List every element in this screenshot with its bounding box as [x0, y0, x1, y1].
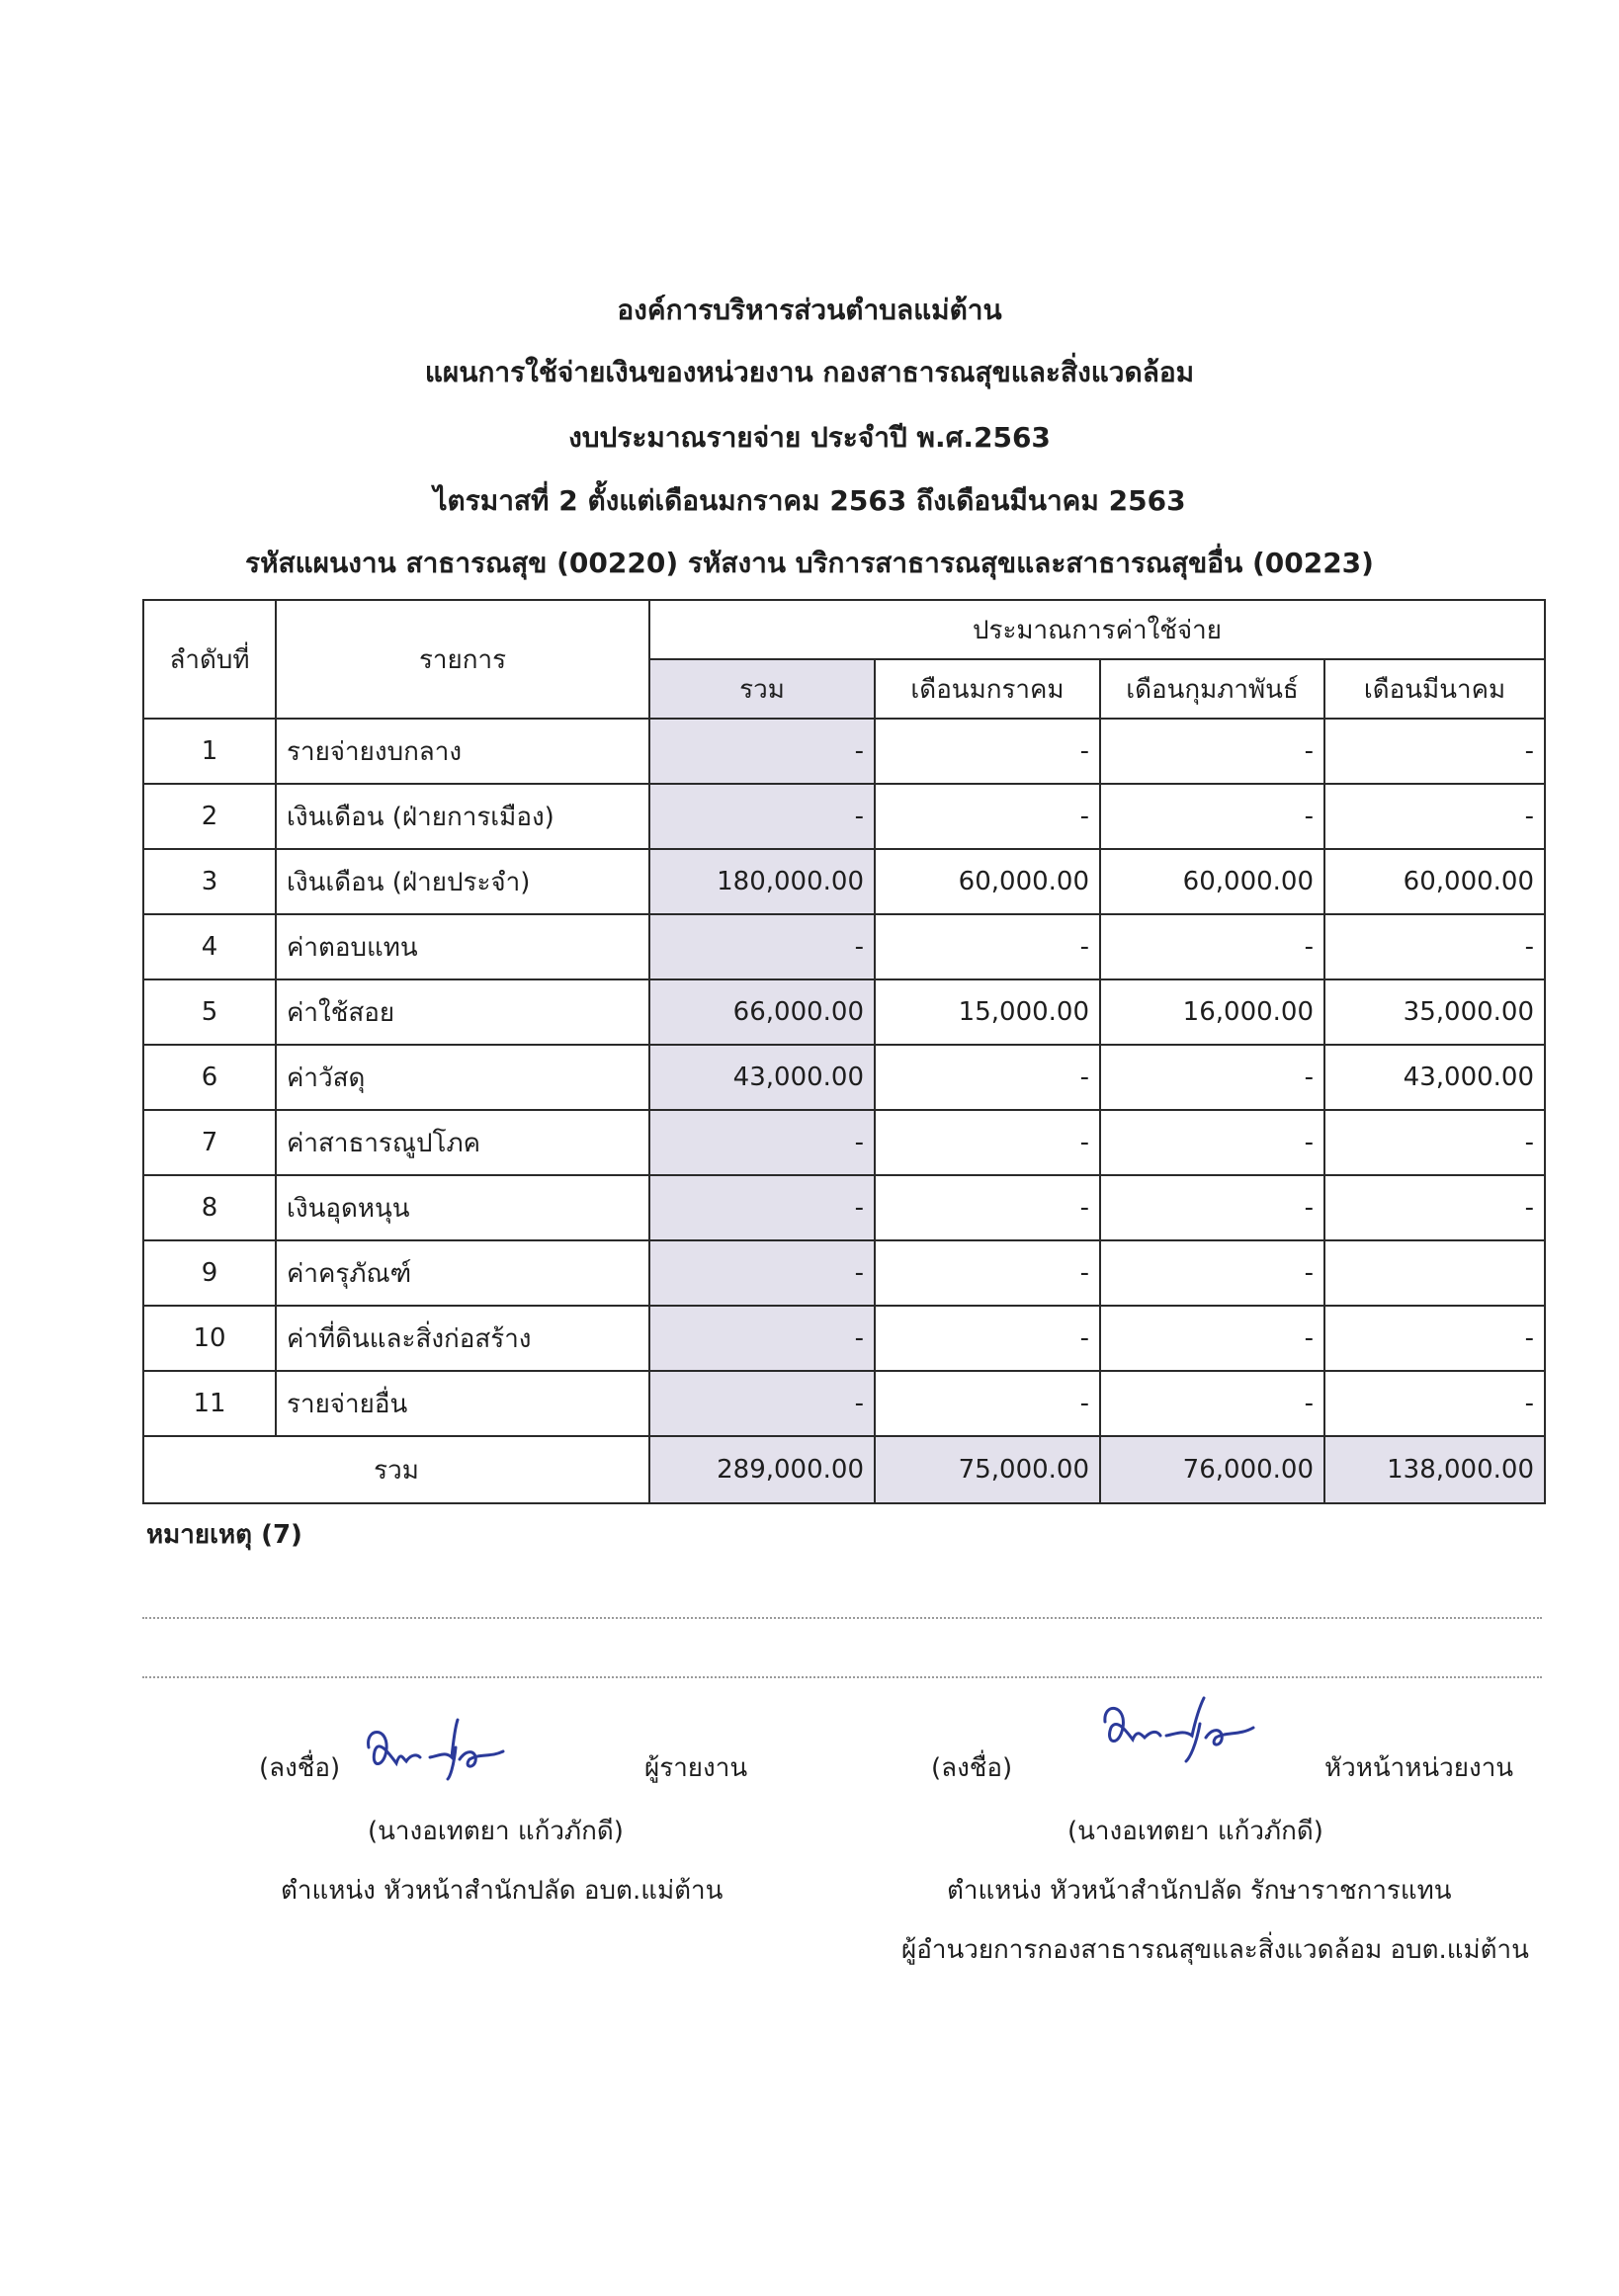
- table-body: [143, 719, 1545, 1436]
- table-row: [143, 784, 1545, 849]
- header-col-item: รายการ: [276, 600, 649, 719]
- row-jan: -: [875, 1240, 1100, 1306]
- row-mar: -: [1324, 1110, 1545, 1175]
- row-feb: 16,000.00: [1100, 979, 1324, 1045]
- row-total: -: [649, 914, 875, 979]
- row-item: ค่าครุภัณฑ์: [276, 1240, 649, 1306]
- row-no: 3: [143, 849, 276, 914]
- row-jan: -: [875, 1045, 1100, 1110]
- row-item: เงินเดือน (ฝ่ายประจำ): [276, 849, 649, 914]
- header-col-total: รวม: [649, 659, 875, 719]
- row-no: 1: [143, 719, 276, 784]
- row-mar: -: [1324, 719, 1545, 784]
- budget-table: [142, 599, 1546, 1504]
- row-total: 43,000.00: [649, 1045, 875, 1110]
- header-col-group: ประมาณการค่าใช้จ่าย: [649, 600, 1545, 659]
- right-name: (นางอเทตยา แก้วภักดี): [1067, 1817, 1323, 1846]
- row-mar: -: [1324, 784, 1545, 849]
- row-total: 180,000.00: [649, 849, 875, 914]
- row-feb: -: [1100, 784, 1324, 849]
- table-row: [143, 914, 1545, 979]
- row-no: 9: [143, 1240, 276, 1306]
- quarter-title: ไตรมาสที่ 2 ตั้งแต่เดือนมกราคม 2563 ถึงเดือนมีนาคม 2563: [433, 484, 1186, 517]
- row-feb: 60,000.00: [1100, 849, 1324, 914]
- row-jan: 60,000.00: [875, 849, 1100, 914]
- row-total: -: [649, 1240, 875, 1306]
- row-total: -: [649, 1371, 875, 1436]
- row-feb: -: [1100, 1240, 1324, 1306]
- row-item: ค่าตอบแทน: [276, 914, 649, 979]
- left-name: (นางอเทตยา แก้วภักดี): [368, 1817, 624, 1846]
- left-signature-icon: [361, 1708, 529, 1797]
- row-item: เงินอุดหนุน: [276, 1175, 649, 1240]
- row-no: 8: [143, 1175, 276, 1240]
- row-no: 10: [143, 1306, 276, 1371]
- remark: หมายเหตุ (7): [146, 1520, 302, 1550]
- row-item: เงินเดือน (ฝ่ายการเมือง): [276, 784, 649, 849]
- dotted-line: [142, 1617, 1542, 1619]
- row-item: รายจ่ายอื่น: [276, 1371, 649, 1436]
- row-mar: 60,000.00: [1324, 849, 1545, 914]
- table-row: [143, 1175, 1545, 1240]
- plan-title: แผนการใช้จ่ายเงินของหน่วยงาน กองสาธารณสุขและสิ่งแวดล้อม: [424, 356, 1195, 388]
- table-row: [143, 1306, 1545, 1371]
- row-jan: -: [875, 914, 1100, 979]
- row-jan: -: [875, 1175, 1100, 1240]
- row-feb: -: [1100, 1306, 1324, 1371]
- right-position: ตำแหน่ง หัวหน้าสำนักปลัด รักษาราชการแทน: [947, 1876, 1452, 1906]
- row-mar: [1324, 1240, 1545, 1306]
- row-jan: -: [875, 1371, 1100, 1436]
- row-mar: -: [1324, 1306, 1545, 1371]
- dotted-line: [142, 1676, 1542, 1678]
- row-feb: -: [1100, 1110, 1324, 1175]
- row-feb: -: [1100, 1045, 1324, 1110]
- right-sign-label: (ลงชื่อ): [931, 1753, 1013, 1783]
- row-mar: 43,000.00: [1324, 1045, 1545, 1110]
- row-item: รายจ่ายงบกลาง: [276, 719, 649, 784]
- row-total: -: [649, 1306, 875, 1371]
- header-col-mar: เดือนมีนาคม: [1324, 659, 1545, 719]
- row-feb: -: [1100, 719, 1324, 784]
- table-row: [143, 979, 1545, 1045]
- right-role: หัวหน้าหน่วยงาน: [1324, 1753, 1514, 1783]
- row-mar: -: [1324, 1175, 1545, 1240]
- row-jan: -: [875, 719, 1100, 784]
- left-role: ผู้รายงาน: [644, 1753, 748, 1783]
- sum-label: รวม: [143, 1436, 649, 1503]
- row-total: -: [649, 1110, 875, 1175]
- row-no: 11: [143, 1371, 276, 1436]
- row-total: -: [649, 784, 875, 849]
- row-jan: 15,000.00: [875, 979, 1100, 1045]
- left-sign-label: (ลงชื่อ): [259, 1753, 341, 1783]
- row-no: 4: [143, 914, 276, 979]
- header-col-no: ลำดับที่: [143, 600, 276, 719]
- right-position-2: ผู้อำนวยการกองสาธารณสุขและสิ่งแวดล้อม อบต.แม่ต้าน: [901, 1935, 1529, 1965]
- budget-year-title: งบประมาณรายจ่าย ประจำปี พ.ศ.2563: [568, 421, 1051, 454]
- sum-feb: 76,000.00: [1100, 1436, 1324, 1503]
- plan-codes: รหัสแผนงาน สาธารณสุข (00220) รหัสงาน บริการสาธารณสุขและสาธารณสุขอื่น (00223): [245, 547, 1374, 579]
- row-mar: -: [1324, 1371, 1545, 1436]
- table-row: [143, 1240, 1545, 1306]
- table-row: [143, 1110, 1545, 1175]
- table-row: [143, 849, 1545, 914]
- sum-mar: 138,000.00: [1324, 1436, 1545, 1503]
- org-title: องค์การบริหารส่วนตำบลแม่ต้าน: [617, 294, 1002, 326]
- row-item: ค่าใช้สอย: [276, 979, 649, 1045]
- sum-row: [143, 1436, 1545, 1503]
- header-col-jan: เดือนมกราคม: [875, 659, 1100, 719]
- row-mar: -: [1324, 914, 1545, 979]
- sum-total: 289,000.00: [649, 1436, 875, 1503]
- left-position: ตำแหน่ง หัวหน้าสำนักปลัด อบต.แม่ต้าน: [281, 1876, 724, 1906]
- row-mar: 35,000.00: [1324, 979, 1545, 1045]
- row-feb: -: [1100, 914, 1324, 979]
- right-signature-icon: [1097, 1692, 1265, 1791]
- row-total: 66,000.00: [649, 979, 875, 1045]
- row-no: 2: [143, 784, 276, 849]
- row-jan: -: [875, 1306, 1100, 1371]
- row-feb: -: [1100, 1371, 1324, 1436]
- row-total: -: [649, 719, 875, 784]
- row-no: 6: [143, 1045, 276, 1110]
- table-row: [143, 1371, 1545, 1436]
- header-col-feb: เดือนกุมภาพันธ์: [1100, 659, 1324, 719]
- row-total: -: [649, 1175, 875, 1240]
- row-jan: -: [875, 1110, 1100, 1175]
- sum-jan: 75,000.00: [875, 1436, 1100, 1503]
- row-feb: -: [1100, 1175, 1324, 1240]
- row-item: ค่าวัสดุ: [276, 1045, 649, 1110]
- row-item: ค่าสาธารณูปโภค: [276, 1110, 649, 1175]
- row-no: 7: [143, 1110, 276, 1175]
- row-item: ค่าที่ดินและสิ่งก่อสร้าง: [276, 1306, 649, 1371]
- table-row: [143, 1045, 1545, 1110]
- row-no: 5: [143, 979, 276, 1045]
- row-jan: -: [875, 784, 1100, 849]
- table-row: [143, 719, 1545, 784]
